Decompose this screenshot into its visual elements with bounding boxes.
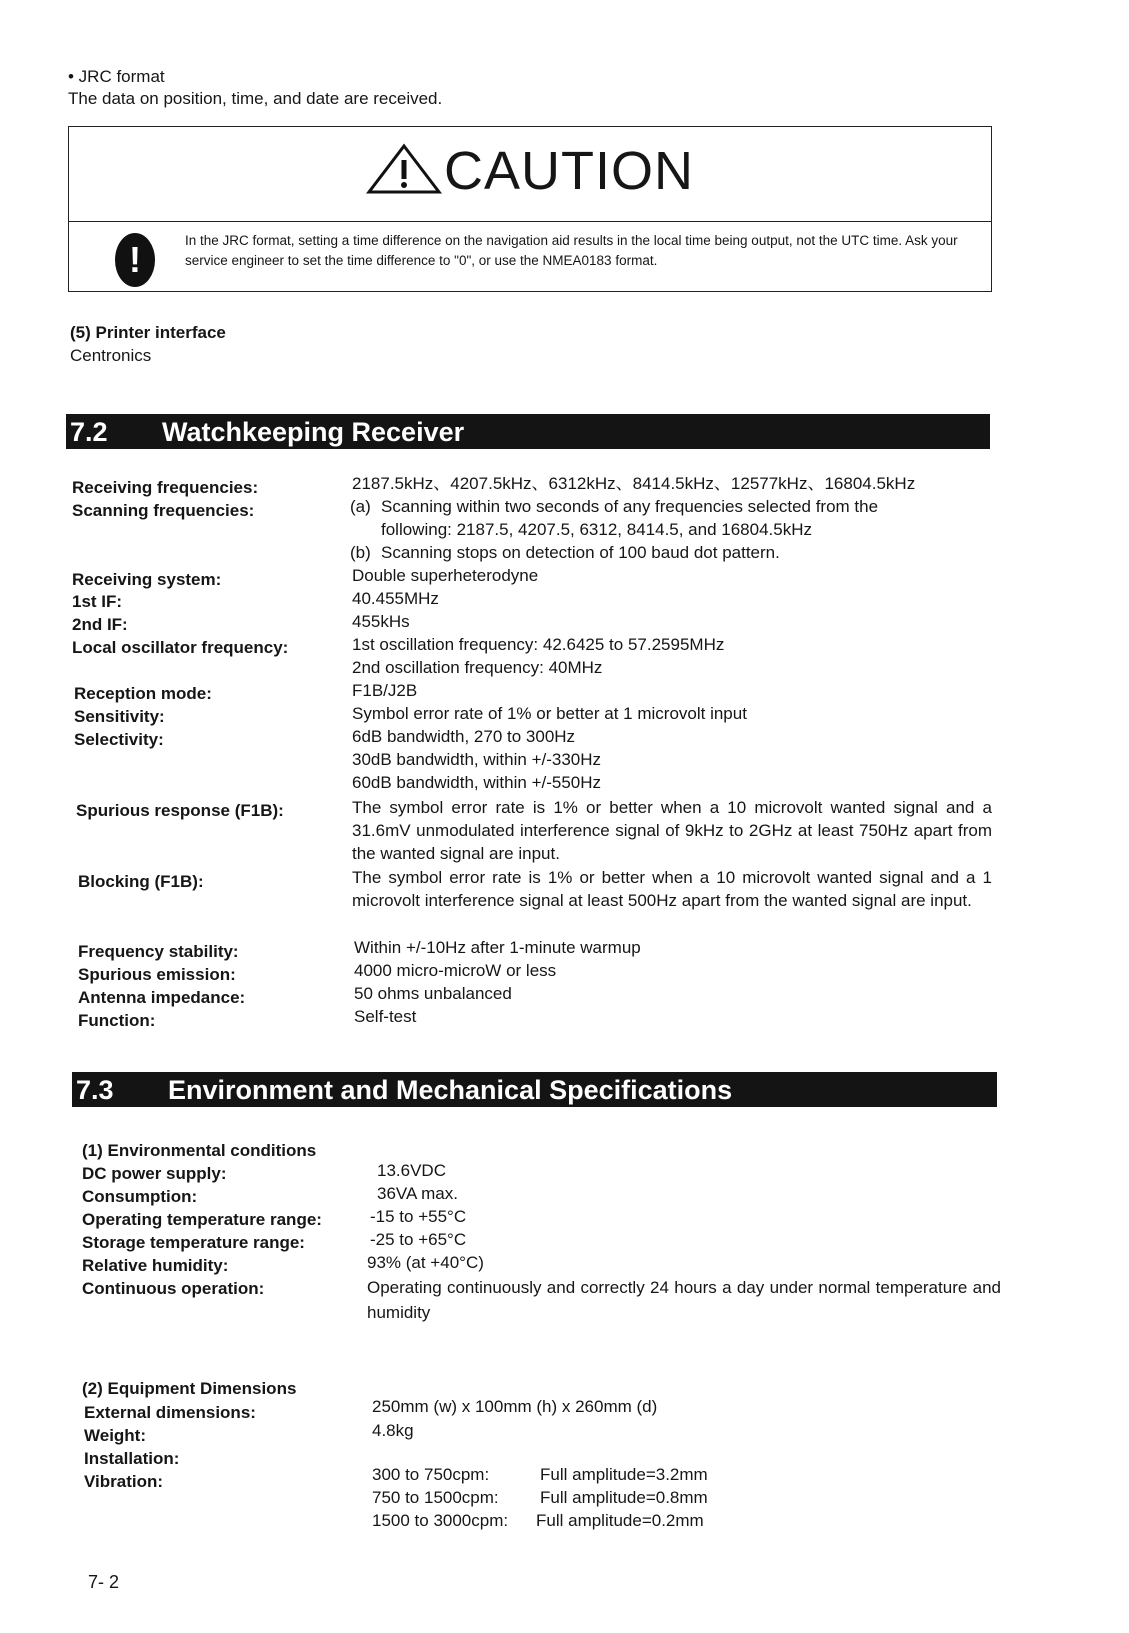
value-operating-temperature: -15 to +55°C — [370, 1207, 467, 1226]
vibration-range-1: 300 to 750cpm: — [372, 1465, 490, 1484]
vibration-range-2: 750 to 1500cpm: — [372, 1488, 499, 1507]
label-function: Function: — [78, 1011, 156, 1030]
label-vibration: Vibration: — [84, 1472, 164, 1491]
value-selectivity-2: 30dB bandwidth, within +/-330Hz — [352, 750, 602, 769]
value-function: Self-test — [354, 1007, 417, 1026]
scan-a-marker: (a) — [350, 497, 371, 516]
vibration-amplitude-2: Full amplitude=0.8mm — [540, 1488, 708, 1507]
value-spurious-emission: 4000 micro-microW or less — [354, 961, 557, 980]
scan-a-line1: Scanning within two seconds of any frequencies selected from the — [381, 497, 879, 516]
label-relative-humidity: Relative humidity: — [82, 1256, 229, 1275]
label-consumption: Consumption: — [82, 1187, 198, 1206]
printer-heading: (5) Printer interface — [70, 323, 226, 342]
label-local-oscillator: Local oscillator frequency: — [72, 638, 289, 657]
scan-b-text: Scanning stops on detection of 100 baud dot pattern. — [381, 543, 780, 562]
label-installation: Installation: — [84, 1449, 180, 1468]
label-reception-mode: Reception mode: — [74, 684, 212, 703]
label-receiving-system: Receiving system: — [72, 570, 222, 589]
section-banner-7-2 — [66, 414, 990, 449]
section-title: Watchkeeping Receiver — [162, 417, 465, 447]
section-title: Environment and Mechanical Specifications — [168, 1075, 733, 1105]
label-2nd-if: 2nd IF: — [72, 615, 128, 634]
vibration-amplitude-3: Full amplitude=0.2mm — [536, 1511, 704, 1530]
value-receiving-system: Double superheterodyne — [352, 566, 539, 585]
value-continuous-operation: Operating continuously and correctly 24 hours a day under normal temperature and humidity — [367, 1278, 1001, 1322]
caution-text: In the JRC format, setting a time difference on the navigation aid results in the local time being output, not the UTC time. Ask your service engineer to set the time difference to "0", or use the NMEA0183 format. — [185, 233, 958, 268]
label-blocking: Blocking (F1B): — [78, 872, 204, 891]
value-external-dimensions: 250mm (w) x 100mm (h) x 260mm (d) — [372, 1397, 658, 1416]
vibration-amplitude-1: Full amplitude=3.2mm — [540, 1465, 708, 1484]
label-selectivity: Selectivity: — [74, 730, 164, 749]
value-dc-power-supply: 13.6VDC — [377, 1161, 446, 1180]
caution-box — [68, 126, 992, 292]
intro-text: The data on position, time, and date are received. — [68, 89, 443, 108]
label-spurious-response: Spurious response (F1B): — [76, 801, 284, 820]
bullet-jrc-format: • JRC format — [68, 67, 165, 86]
dims-heading: (2) Equipment Dimensions — [82, 1379, 297, 1398]
value-relative-humidity: 93% (at +40°C) — [367, 1253, 484, 1272]
value-1st-if: 40.455MHz — [352, 589, 439, 608]
label-frequency-stability: Frequency stability: — [78, 942, 239, 961]
value-weight: 4.8kg — [372, 1421, 414, 1440]
section-number: 7.2 — [70, 417, 108, 447]
value-local-oscillator-2: 2nd oscillation frequency: 40MHz — [352, 658, 603, 677]
value-selectivity-1: 6dB bandwidth, 270 to 300Hz — [352, 727, 576, 746]
exclamation-icon: ! — [115, 233, 155, 287]
label-scanning-frequencies: Scanning frequencies: — [72, 501, 255, 520]
value-frequency-stability: Within +/-10Hz after 1-minute warmup — [354, 938, 641, 957]
value-consumption: 36VA max. — [377, 1184, 458, 1203]
warning-triangle-icon — [366, 143, 442, 195]
value-spurious-response: The symbol error rate is 1% or better when a 10 microvolt wanted signal and a 31.6mV unmodulated interference signal of 9kHz to 2GHz at least 750Hz apart from the wanted signal are input. — [352, 798, 992, 863]
caution-divider — [69, 221, 991, 222]
printer-value: Centronics — [70, 346, 152, 365]
value-antenna-impedance: 50 ohms unbalanced — [354, 984, 512, 1003]
label-operating-temperature: Operating temperature range: — [82, 1210, 322, 1229]
label-1st-if: 1st IF: — [72, 592, 123, 611]
value-reception-mode: F1B/J2B — [352, 681, 418, 700]
section-banner-7-3 — [72, 1072, 997, 1107]
label-continuous-operation: Continuous operation: — [82, 1279, 265, 1298]
value-2nd-if: 455kHs — [352, 612, 410, 631]
value-storage-temperature: -25 to +65°C — [370, 1230, 467, 1249]
caution-title: CAUTION — [444, 141, 694, 201]
value-blocking: The symbol error rate is 1% or better when a 10 microvolt wanted signal and a 1 microvolt interference signal at least 500Hz apart from the wanted signal are input. — [352, 868, 992, 910]
page-number: 7- 2 — [88, 1572, 120, 1592]
scan-b-marker: (b) — [350, 543, 371, 562]
value-local-oscillator-1: 1st oscillation frequency: 42.6425 to 57.2595MHz — [352, 635, 725, 654]
value-sensitivity: Symbol error rate of 1% or better at 1 microvolt input — [352, 704, 747, 723]
vibration-range-3: 1500 to 3000cpm: — [372, 1511, 509, 1530]
label-receiving-frequencies: Receiving frequencies: — [72, 478, 259, 497]
value-selectivity-3: 60dB bandwidth, within +/-550Hz — [352, 773, 602, 792]
section-number: 7.3 — [76, 1075, 114, 1105]
scan-a-line2: following: 2187.5, 4207.5, 6312, 8414.5, and 16804.5kHz — [381, 520, 813, 539]
label-external-dimensions: External dimensions: — [84, 1403, 256, 1422]
value-receiving-frequencies: 2187.5kHz、4207.5kHz、6312kHz、8414.5kHz、12577kHz、16804.5kHz — [352, 474, 916, 493]
label-spurious-emission: Spurious emission: — [78, 965, 236, 984]
label-weight: Weight: — [84, 1426, 147, 1445]
env-heading: (1) Environmental conditions — [82, 1141, 317, 1160]
label-storage-temperature: Storage temperature range: — [82, 1233, 305, 1252]
label-antenna-impedance: Antenna impedance: — [78, 988, 246, 1007]
label-dc-power-supply: DC power supply: — [82, 1164, 227, 1183]
label-sensitivity: Sensitivity: — [74, 707, 165, 726]
caution-heading — [69, 141, 991, 201]
